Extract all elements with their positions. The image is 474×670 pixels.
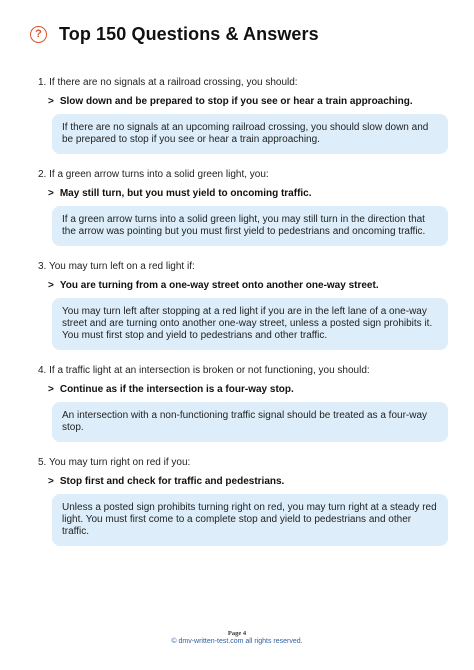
page-footer (0, 630, 474, 645)
answer-text: Continue as if the intersection is a four-way stop. (59, 384, 294, 395)
answer-marker: > (48, 96, 54, 107)
answer-text: Stop first and check for traffic and pedestrians. (59, 476, 285, 487)
question-item (38, 456, 448, 546)
explanation-box: An intersection with a non-functioning traffic signal should be treated as a four-way stop. (52, 402, 448, 442)
explanation-box: If a green arrow turns into a solid green light, you may still turn in the direction that the arrow was pointing but you must first yield to pedestrians and oncoming traffic. (52, 206, 448, 246)
question-text: 5. You may turn right on red if you: (38, 457, 191, 468)
answer-marker: > (48, 280, 54, 291)
answer-marker: > (48, 188, 54, 199)
question-circle-icon: ? (30, 26, 47, 43)
answer (48, 95, 448, 108)
answer (48, 383, 448, 396)
explanation-box: If there are no signals at an upcoming railroad crossing, you should slow down and be prepared to stop if you see or hear a train approaching. (52, 114, 448, 154)
answer-text: May still turn, but you must yield to oncoming traffic. (59, 188, 312, 199)
question-text: 3. You may turn left on a red light if: (38, 261, 195, 272)
question-item (38, 76, 448, 154)
copyright-link[interactable]: © dmv-written-test.com all rights reserved. (171, 638, 303, 645)
answer-text: You are turning from a one-way street onto another one-way street. (59, 280, 379, 291)
question-text: 1. If there are no signals at a railroad crossing, you should: (38, 77, 298, 88)
answer (48, 279, 448, 292)
page-header (30, 24, 319, 45)
explanation-box: Unless a posted sign prohibits turning right on red, you may turn right at a steady red light. You must first come to a complete stop and yield to pedestrians and other traffic. (52, 494, 448, 546)
question-text: 2. If a green arrow turns into a solid green light, you: (38, 169, 269, 180)
question-list (38, 76, 448, 560)
question-text: 4. If a traffic light at an intersection is broken or not functioning, you should: (38, 365, 370, 376)
answer (48, 475, 448, 488)
explanation-box: You may turn left after stopping at a red light if you are in the left lane of a one-way street and are turning onto another one-way street, unless a posted sign prohibits it. You must first stop and yield to pedestrians and other traffic. (52, 298, 448, 350)
question-item (38, 260, 448, 350)
answer-text: Slow down and be prepared to stop if you see or hear a train approaching. (59, 96, 413, 107)
answer-marker: > (48, 384, 54, 395)
answer-marker: > (48, 476, 54, 487)
page-title: Top 150 Questions & Answers (59, 24, 319, 44)
question-item (38, 168, 448, 246)
page-number: Page 4 (227, 630, 247, 637)
question-item (38, 364, 448, 442)
answer (48, 187, 448, 200)
